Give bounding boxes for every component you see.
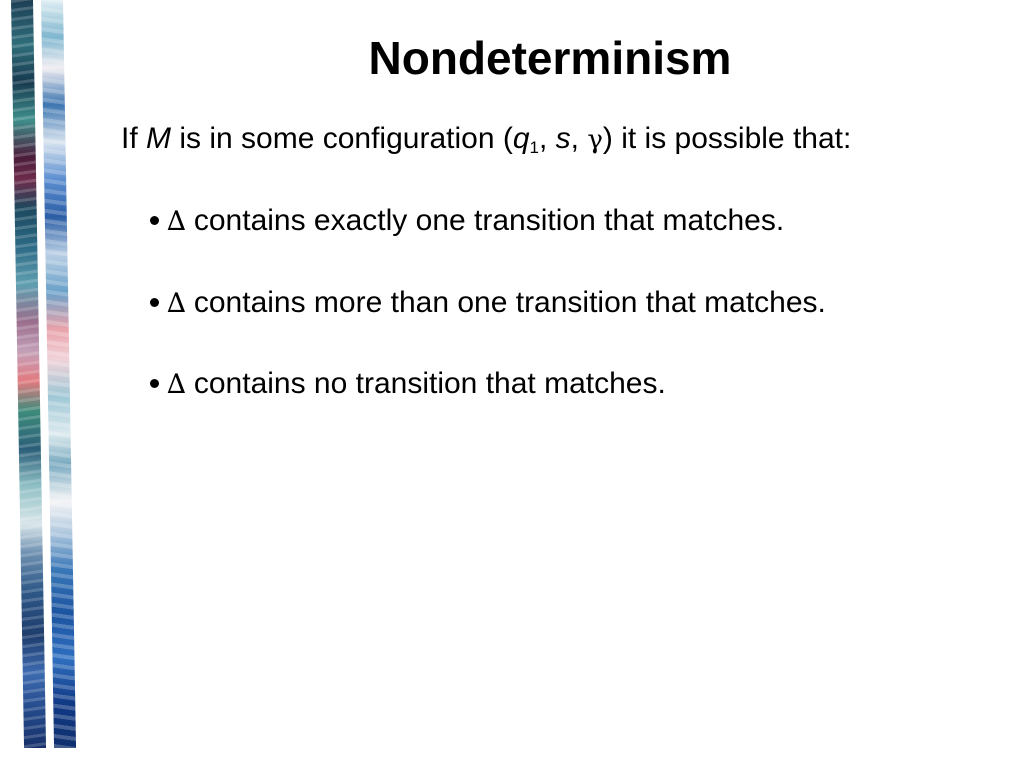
intro-suffix: ) it is possible that: bbox=[602, 122, 852, 155]
intro-sentence bbox=[121, 119, 851, 160]
bullet-dot-icon bbox=[150, 216, 159, 225]
bullet-text: contains exactly one transition that matches. bbox=[193, 204, 785, 237]
delta-symbol: ∆ bbox=[167, 369, 186, 400]
slide-title: Nondeterminism bbox=[368, 32, 732, 84]
delta-symbol: ∆ bbox=[167, 288, 186, 319]
bullet-dot-icon bbox=[150, 298, 159, 307]
bullet-item bbox=[150, 364, 666, 405]
bullet-text: contains more than one transition that matches. bbox=[193, 286, 826, 319]
decorative-strip-right bbox=[41, 0, 76, 748]
machine-symbol: M bbox=[146, 122, 172, 155]
input-symbol: s bbox=[555, 122, 571, 155]
state-symbol: q bbox=[512, 122, 530, 155]
stack-symbol: γ bbox=[587, 125, 603, 155]
bullet-text: contains no transition that matches. bbox=[193, 367, 666, 400]
intro-middle: is in some configuration ( bbox=[171, 122, 513, 155]
separator-1: , bbox=[539, 122, 556, 155]
bullet-dot-icon bbox=[150, 379, 159, 388]
intro-prefix: If bbox=[121, 122, 147, 155]
state-subscript: 1 bbox=[529, 138, 539, 157]
delta-symbol: ∆ bbox=[167, 206, 186, 237]
separator-2: , bbox=[570, 122, 588, 155]
decorative-strip-left bbox=[11, 0, 46, 748]
bullet-item bbox=[150, 283, 826, 324]
bullet-item bbox=[150, 201, 784, 242]
